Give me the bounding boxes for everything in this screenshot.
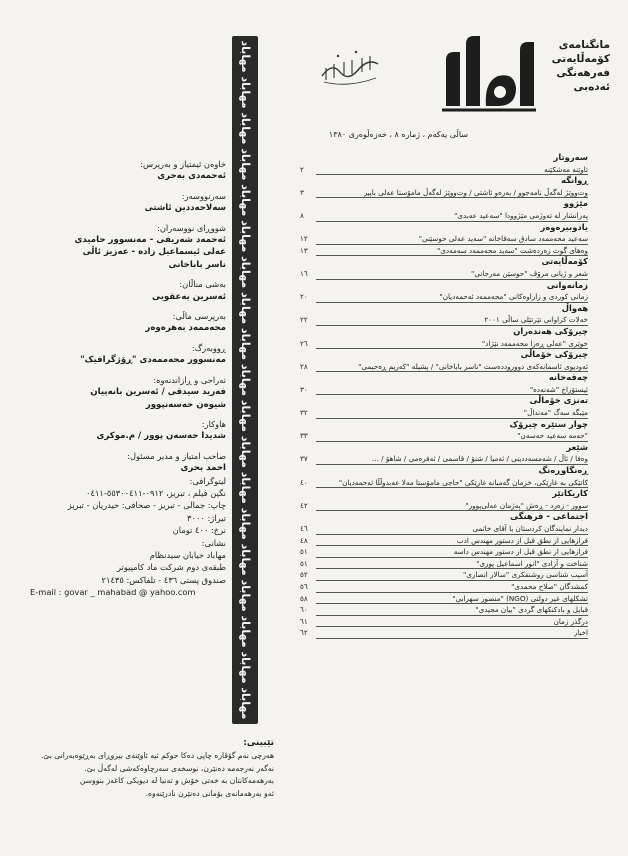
masthead-title-line: کۆمەڵایەتی — [551, 53, 610, 65]
toc-entry — [300, 361, 588, 373]
credit-name: ئەحمەدی بەحری — [157, 171, 226, 182]
toc-entry — [300, 616, 588, 628]
credit-label: نگین فیلم ، تبریز، ٠٩١٢-٥٥٣٠٠٤١١-٠٤١١ — [86, 487, 226, 498]
toc-entry — [300, 314, 588, 326]
note-line: نەگەر نەرجەمە دەنێرن، نوسخەی سەرچاوەکەشی لەگەڵ بێ. — [84, 763, 274, 773]
toc-entry-title: اخبار — [573, 628, 588, 638]
email-address: E-mail : govar _ mahabad @ yahoo.com — [30, 587, 196, 598]
note-box — [28, 736, 274, 800]
toc-entry-page: ٢٨ — [300, 361, 308, 371]
credit-name: احمد بحری — [180, 463, 226, 474]
toc-entry-page: ٢ — [300, 164, 304, 174]
note-line: ئەو بەرهەمانەی بۆمانی دەنێرن نادرێنەوە. — [145, 788, 274, 798]
credit-label: تەراحی و ڕازاندنەوە: — [153, 374, 226, 385]
toc-entry-page: ١٢ — [300, 234, 308, 244]
masthead — [318, 30, 614, 139]
credit-name: ئەحمەد شەریفی - مەنسوور حامیدی — [74, 235, 226, 246]
toc-entry — [300, 187, 588, 199]
toc-entry-page: ٥٨ — [300, 593, 308, 603]
credit-label: تیراژ: ٣٠٠٠ — [187, 512, 226, 523]
credit-name: محەممەد بەهرەوەر — [145, 323, 226, 334]
toc-entry-page: ٨ — [300, 210, 304, 220]
toc-entry-page: ٤٠ — [300, 477, 308, 487]
toc-entry — [300, 558, 588, 570]
credit-name: شدیدا حەسەن پوور / م.موکری — [96, 431, 226, 442]
credit-label: خاوەن ئیمتیاز و بەرپرس: — [140, 159, 226, 169]
masthead-title-line: مانگنامەی — [558, 39, 610, 51]
toc-entry-page: ٣٧ — [300, 454, 308, 464]
toc-entry — [300, 627, 588, 639]
toc-section-heading: سەروتار — [553, 152, 588, 162]
toc-entry — [300, 569, 588, 581]
toc-entry-page: ٦١ — [300, 616, 308, 626]
toc-entry-page: ٥٢ — [300, 570, 308, 580]
toc-entry-page: ٣٠ — [300, 384, 308, 394]
toc-entry-rule — [316, 638, 588, 639]
credit-name: فەرید سیدقی / ئەسرین بانەییان — [90, 387, 226, 398]
toc-entry — [300, 268, 588, 280]
credit-name: شیوەن حەسەنپوور — [145, 399, 226, 410]
toc-entry-title: سەعید محەممەد سادق سەقاخانە "سەید عەلی حوسێنی" — [418, 234, 588, 244]
toc-section-heading: یادوبیرەوەر — [540, 221, 588, 232]
toc-section-heading: اجتماعی - فرهنگی — [510, 511, 588, 522]
masthead-title-line: ئەدەبی — [573, 81, 610, 93]
toc-entry — [300, 523, 588, 535]
credit-name: مەنسوور محەممەدی "ڕۆژگرافیک" — [80, 355, 226, 366]
credit-label: ڕووبەرگ: — [191, 342, 226, 353]
issue-line: ساڵی یەکەم ، ژمارە ٨ ، خەزەڵوەری ١٣٨٠ — [328, 130, 468, 139]
toc-entry-page: ٣ — [300, 187, 304, 197]
toc-entry-page: ٤٢ — [300, 500, 308, 510]
toc-entry — [300, 338, 588, 350]
basmala-calligraphy-icon — [318, 42, 382, 90]
toc-entry-page: ٥٦ — [300, 581, 308, 591]
toc-entry-title: شناخت و آزادی "انور اسماعیل پوری" — [476, 558, 588, 568]
credit-label: نرخ: ٤٠٠ تومان — [172, 525, 226, 536]
toc-entry-title: مێبگە سەگ "مەنداڵ" — [523, 408, 588, 418]
mahabad-logo-icon — [436, 30, 540, 112]
toc-entry — [300, 477, 588, 489]
toc-entry-page: ٣٢ — [300, 408, 308, 418]
toc-entry-title: فرازهایی از نطق قبل از دستور مهندس ادب — [456, 535, 588, 545]
toc-entry — [300, 546, 588, 558]
toc-entry-title: قبایل و بادکنکهای گردی "بیان مجیدی" — [475, 605, 588, 615]
toc-entry-page: ٣٣ — [300, 431, 308, 441]
toc-entry-title: پەرانشار لە تەوژمی مێژوودا "سەعید عەبدی" — [454, 210, 588, 220]
toc-entry-title: شعر و ژیانی مرۆڤ "حوسێن مەرجانی" — [471, 268, 588, 278]
toc-section-heading: ڕەنگاوڕەنگ — [538, 465, 588, 476]
toc-entry-title: ئەودیوی ئاسمانەکەی دووروددەست "ناسر باباخانی" / پشیلە "کەریم ڕەحیمی" — [358, 361, 588, 371]
toc-entry — [300, 430, 588, 442]
table-of-contents — [300, 152, 588, 639]
toc-entry — [300, 407, 588, 419]
toc-entry-title: خەلات کراوانی تێرتێلی ساڵی ٢٠٠١ — [484, 315, 588, 325]
note-line: بەرهەمەکانتان بە خەتی خۆش و تەنیا لە دیویکی کاغەز بنووسن — [79, 776, 274, 786]
toc-entry-page: ٢٢ — [300, 315, 308, 325]
credit-name: ئەسرین یەعقوبی — [152, 291, 226, 302]
toc-section-heading: چەقەخانە — [548, 372, 588, 383]
toc-entry-page: ٦٠ — [300, 605, 308, 615]
credit-name: عەلی ئیسماعیل زادە - عەزیز ئاڵی — [82, 247, 226, 258]
toc-section-heading: ڕوانگە — [561, 175, 588, 186]
toc-entry-title: تشکلهای غیر دولتی (NGO) "منصور سهرابی" — [452, 593, 588, 603]
toc-entry-title: فرازهایی از نطق قبل از دستور مهندس داسه — [453, 547, 588, 557]
toc-entry — [300, 245, 588, 257]
toc-entry-page: ٥١ — [300, 558, 308, 568]
toc-entry-title: وەهای گوت زەردەشت "سەید محەممەد سەمەدی" — [437, 245, 588, 255]
toc-entry-title: کمشدگان "صلاح محمدی" — [511, 581, 588, 591]
credit-label: شووڕای نووسەران: — [157, 222, 226, 233]
credit-label: صندوق پستی ٤٣٦ - تلفاکس: ٢١٤٣٥ — [101, 574, 226, 585]
credit-name: سەلاحەددین ئاشتی — [144, 203, 226, 214]
toc-entry-title: کاتێکی بە غارێکی، خزمان گەمبانە غارێکی "حاجی مامۆستا مەلا عەبدوڵڵا ئەحمەدیان" — [338, 477, 588, 487]
credit-name: ناسر باباخانی — [168, 259, 226, 270]
toc-entry-page: ٤٦ — [300, 524, 308, 533]
credits-list — [30, 158, 226, 599]
toc-entry — [300, 233, 588, 245]
toc-entry — [300, 500, 588, 512]
toc-entry-title: خوێری "عەلی ڕەزا محەممەد نێژاد" — [481, 338, 588, 348]
credit-label: طبقەی دوم شرکت ماد کامپیوتر — [116, 562, 226, 573]
credit-label: صاحب امتیاز و مدیر مسئول: — [127, 450, 226, 461]
toc-entry-page: ٦٢ — [300, 628, 308, 638]
toc-entry-page: ٥١ — [300, 547, 308, 557]
toc-section-heading: زمانەوانی — [546, 279, 588, 290]
vertical-title-bar — [232, 36, 258, 724]
toc-entry — [300, 604, 588, 616]
vertical-bar-text: مهاباد مهاباد مهاباد مهاباد مهاباد مهاباد مهاباد مهاباد مهاباد مهاباد مهاباد مهاباد مهاباد مهاباد مهاباد مهاباد مهاباد مهاباد مهاباد — [239, 40, 252, 720]
toc-entry-page: ١٣ — [300, 245, 308, 255]
toc-entry-title: آسیب شناسی روشنفکری "سالار انصاری" — [462, 570, 588, 580]
toc-entry — [300, 453, 588, 465]
toc-section-heading: چیرۆکی هەندەران — [513, 325, 588, 336]
toc-entry — [300, 164, 588, 176]
toc-entry-page: ٤٨ — [300, 535, 308, 545]
toc-section-heading: تەنزی خۆماڵی — [529, 395, 588, 406]
note-heading: تێبینی: — [243, 738, 274, 748]
toc-entry-title: "حەمە سەعید حەسەن" — [517, 431, 588, 441]
toc-entry — [300, 210, 588, 222]
toc-entry-page: ٢٠ — [300, 292, 308, 302]
toc-entry — [300, 384, 588, 396]
toc-section-heading: کۆمەڵایەتی — [541, 256, 588, 267]
toc-section-heading: چوار ستێرە چیرۆک — [509, 418, 588, 429]
toc-entry-title: ئاوێنە مەشکێنە — [544, 164, 588, 174]
toc-entry-title: دیدار نمایندگان کردستان با آقای خاتمی — [472, 524, 588, 533]
toc-entry-page: ٢٦ — [300, 338, 308, 348]
credit-label: مهاباد خیابان سیدنظام — [149, 549, 226, 560]
toc-entry-title: وت‌ووێژ لەگەڵ نامەجوو / بەرەو ئاشتی / وت‌ووێژ لەگەڵ مامۆستا عەلی باپیر — [363, 187, 588, 197]
masthead-title-line: فەرهەنگی — [556, 67, 610, 79]
credit-label: نشانی: — [201, 537, 226, 548]
credit-label: بەشی مناڵان: — [179, 279, 226, 290]
toc-entry — [300, 593, 588, 605]
toc-section-heading: هەواڵ — [561, 302, 588, 313]
toc-entry-title: درگذر زمان — [553, 616, 588, 626]
toc-entry — [300, 291, 588, 303]
toc-entry-page: ١٦ — [300, 268, 308, 278]
toc-section-heading: مێژوو — [563, 198, 588, 209]
credit-label: چاپ: جمالی - تبریز - صحافی: حیدریان - تبریز — [67, 500, 226, 511]
toc-entry-title: زمانی کوردی و زاراوەکانی "محەممەد ئەحمەدیان" — [439, 292, 588, 302]
toc-section-heading: کاریکاتێر — [552, 488, 588, 499]
toc-entry — [300, 535, 588, 547]
toc-entry-title: سوور - زەرد - ڕەش "پەژمان عەلی‌پوور" — [465, 500, 588, 510]
toc-entry-title: ئیستۆراخ "شەنەدە" — [529, 384, 588, 394]
masthead-titles — [530, 38, 610, 94]
note-line: هەرچی نەم گۆڤارە چاپی دەکا حوکم ئیە ئاوێنەی بیروڕای بەڕێوەبەرانی بێ. — [41, 751, 274, 760]
credit-label: هاوکار: — [201, 418, 226, 429]
toc-entry — [300, 581, 588, 593]
toc-entry-title: وەفا / ئاڵ / شەمسەددینی / ئەمیا / شنۆ / قاسمی / ئەفرەمی / شاهۆ / ... — [372, 454, 588, 464]
toc-section-heading: چیرۆکی خۆماڵی — [520, 349, 588, 360]
credit-label: لیتوگرافی: — [189, 475, 226, 486]
credit-label: سەرنووسەر: — [181, 190, 226, 201]
toc-section-heading: شێعر — [566, 441, 588, 452]
credit-label: بەرپرسی ماڵی: — [172, 311, 226, 322]
